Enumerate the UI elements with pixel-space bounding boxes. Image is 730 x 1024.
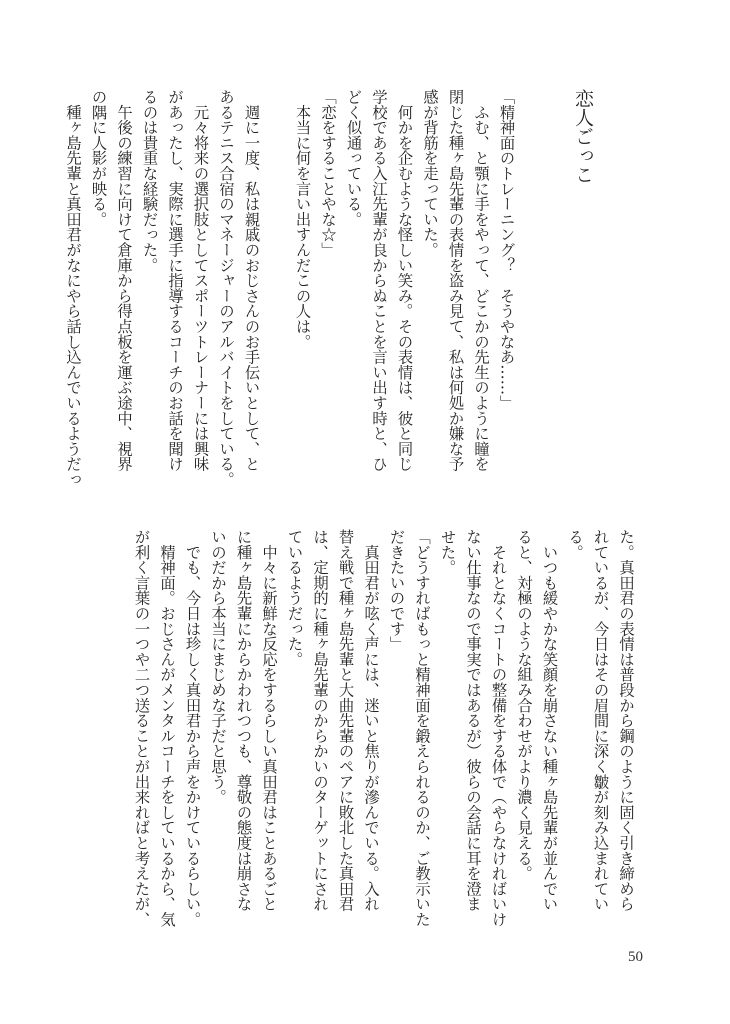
- text-line: に種ヶ島先輩にからかわれつつも、尊敬の態度は崩さな: [234, 529, 253, 912]
- text-line: 「恋をすることやな☆」: [319, 89, 337, 258]
- blank-line: [519, 89, 545, 489]
- text-line: 週に一度、私は親戚のおじさんのお手伝いとして、と: [242, 89, 261, 472]
- text-line: が利く言葉の一つや二つ送ることが出来ればと考えたが、: [132, 529, 151, 927]
- text-block-upper: [60, 89, 647, 489]
- text-line: それとなくコートの整備をする体で（やらなければいけ: [489, 529, 508, 927]
- blank-line: [264, 89, 290, 489]
- text-line: 「どうすればもっと精神面を鍛えられるのか、ご教示いた: [413, 529, 431, 927]
- text-line: だきたいのです」: [387, 529, 406, 652]
- text-line: いつも緩やかな笑顔を崩さない種ヶ島先輩が並んでい: [540, 529, 559, 912]
- text-line: ふむ、と顎に手をやって、どこかの先生のように瞳を: [472, 89, 490, 472]
- text-line: 中々に新鮮な反応をするらしい真田君はことあるごと: [260, 529, 278, 912]
- text-line: る。: [566, 529, 584, 560]
- text-line: があったし、実際に選手に指導するコーチのお話を聞け: [166, 89, 184, 472]
- text-line: せた。: [438, 529, 457, 575]
- text-line: の隅に人影が映る。: [89, 89, 108, 227]
- page-number: 50: [628, 949, 643, 965]
- text-line: ない仕事なので事実ではあるが）彼らの会話に耳を澄ま: [464, 529, 482, 912]
- text-line: でも、今日は珍しく真田君から声をかけているらしい。: [183, 529, 202, 927]
- text-line: 替え戦で種ヶ島先輩と大曲先輩のペアに敗北した真田君: [336, 529, 355, 912]
- text-line: 精神面。おじさんがメンタルコーチをしているから、気: [158, 529, 176, 927]
- text-line: 午後の練習に向けて倉庫から得点板を運ぶ途中、視界: [115, 89, 133, 472]
- text-line: れているが、今日はその眉間に深く皺が刻み込まれてい: [591, 529, 610, 912]
- text-line: 感が背筋を走っていた。: [421, 89, 439, 258]
- text-line: 本当に何を言い出すんだこの人は。: [293, 89, 312, 350]
- text-line: 「精神面のトレーニング？ そうやなあ……」: [497, 89, 516, 411]
- text-line: は、定期的に種ヶ島先輩のからかいのターゲットにされ: [311, 529, 329, 912]
- text-line: いのだから本当にまじめな子だと思う。: [209, 529, 227, 805]
- text-line: あるテニス合宿のマネージャーのアルバイトをしている。: [217, 89, 235, 487]
- text-line: 元々将来の選択肢としてスポーツトレーナーには興味: [191, 89, 210, 472]
- text-line: どく似通っている。: [344, 89, 363, 227]
- text-line: 種ヶ島先輩と真田君がなにやら話し込んでいるようだっ: [64, 89, 82, 487]
- text-line: るのは貴重な経験だった。: [140, 89, 159, 273]
- text-line: 真田君が呟く声には、迷いと焦りが滲んでいる。入れ: [362, 529, 380, 912]
- text-line: 閉じた種ヶ島先輩の表情を盗み見て、私は何処か嫌な予: [446, 89, 465, 472]
- text-line: た。真田君の表情は普段から鋼のように固く引き締めら: [617, 529, 635, 912]
- text-line: 何かを企むような怪しい笑み。その表情は、彼と同じ: [395, 89, 414, 472]
- text-line: ると、対極のような組み合わせがより濃く見える。: [515, 529, 533, 881]
- text-line: ているようだった。: [285, 529, 304, 667]
- chapter-title: 恋人ごっこ: [572, 89, 594, 184]
- text-block-lower: [128, 529, 638, 929]
- text-line: 学校である入江先輩が良からぬことを言い出す時と、ひ: [370, 89, 388, 472]
